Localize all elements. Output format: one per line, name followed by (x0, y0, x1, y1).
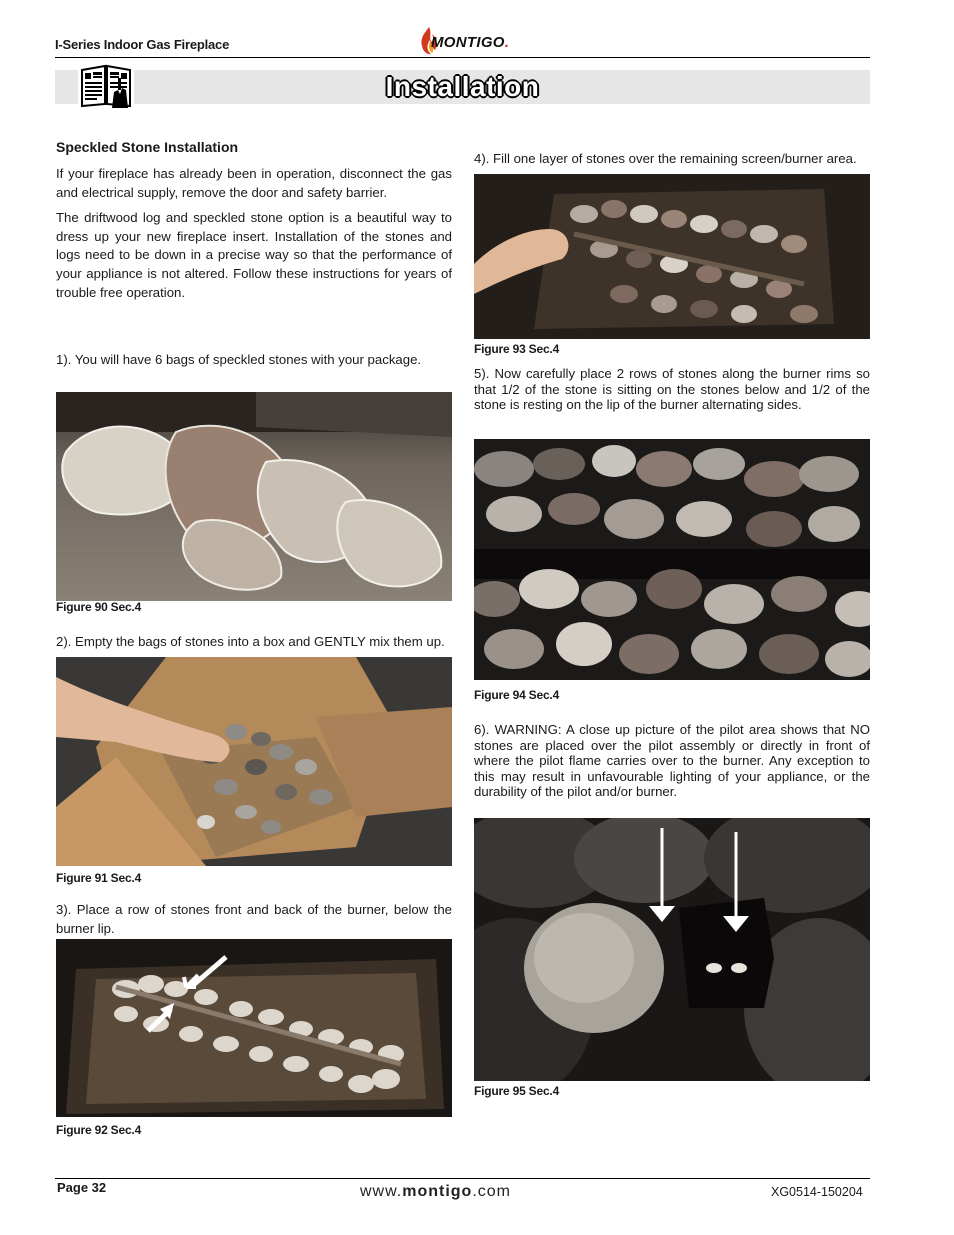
banner-title: Installation (385, 71, 540, 102)
manual-book-icon (78, 64, 134, 108)
header-rule (55, 57, 870, 58)
figure-94-caption: Figure 94 Sec.4 (474, 688, 560, 702)
figure-93-photo (474, 174, 870, 339)
figure-94-photo (474, 439, 870, 680)
intro-paragraph-1: If your fireplace has already been in operation, disconnect the gas and electrical supply, remove the door and safety barrier. (56, 166, 452, 200)
step-5-text: 5). Now carefully place 2 rows of stones along the burner rims so that 1/2 of the stone is sitting on the stones below and 1/2 of the stone is resting on the lip of the burner alternating sides. (474, 366, 870, 413)
step-2-text: 2). Empty the bags of stones into a box and GENTLY mix them up. (56, 634, 445, 649)
step-1-text: 1). You will have 6 bags of speckled stones with your package. (56, 352, 422, 367)
figure-95-photo (474, 818, 870, 1081)
step-3-text: 3). Place a row of stones front and back of the burner, below the burner lip. (56, 902, 452, 936)
page-number: Page 32 (57, 1180, 107, 1195)
figure-93-caption: Figure 93 Sec.4 (474, 342, 560, 356)
url-suffix: .com (472, 1183, 511, 1200)
step-4-text: 4). Fill one layer of stones over the remaining screen/burner area. (474, 151, 857, 166)
document-code: XG0514-150204 (771, 1185, 863, 1199)
intro-paragraph-2: The driftwood log and speckled stone option is a beautiful way to dress up your new fireplace insert. Installation of the stones and logs need to be down in a precise way so that the performance of your appliance is not altered. Follow these instructions for years of trouble free operation. (56, 210, 452, 300)
figure-91-caption: Figure 91 Sec.4 (56, 871, 142, 885)
montigo-logo (418, 24, 528, 58)
figure-92-caption: Figure 92 Sec.4 (56, 1123, 142, 1137)
figure-90-photo (56, 392, 452, 601)
section-title: Speckled Stone Installation (56, 139, 239, 155)
section-banner (55, 70, 870, 104)
footer-rule (55, 1178, 870, 1179)
figure-92-photo (56, 939, 452, 1117)
figure-95-caption: Figure 95 Sec.4 (474, 1084, 560, 1098)
logo-dot: . (504, 34, 510, 51)
figure-91-photo (56, 657, 452, 866)
logo-wordmark: MONTIGO (431, 34, 505, 51)
website-url[interactable] (360, 1183, 511, 1201)
url-brand: montigo (402, 1183, 473, 1200)
step-6-text: 6). WARNING: A close up picture of the pilot area shows that NO stones are placed over the pilot assembly or directly in front of where the pilot flame carries over to the burner. Any exception to this may result in unfavourable lighting of your appliance, or the durability of the pilot and/or burner. (474, 722, 870, 800)
url-prefix: www. (360, 1183, 403, 1200)
header-title: I-Series Indoor Gas Fireplace (55, 37, 230, 52)
figure-90-caption: Figure 90 Sec.4 (56, 600, 142, 614)
